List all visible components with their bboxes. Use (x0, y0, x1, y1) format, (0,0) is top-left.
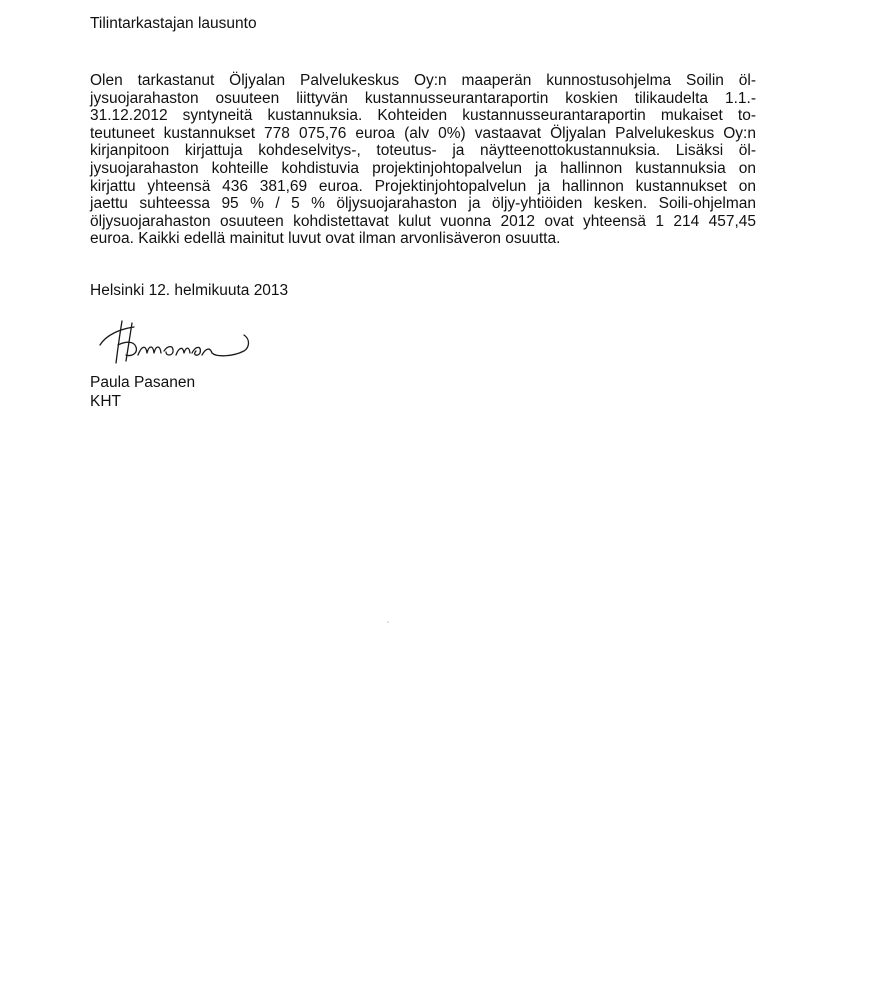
paragraph-line: 31.12.2012 syntyneitä kustannuksia. Kohteiden kustannusseurantaraportin mukaiset to- (90, 107, 756, 125)
paragraph-line: Olen tarkastanut Öljyalan Palvelukeskus Oy:n maaperän kunnostusohjelma Soilin öl- (90, 72, 756, 89)
paragraph-line: öljysuojarahaston osuuteen kohdistettavat kulut vuonna 2012 ovat yhteensä 1 214 457,45 (90, 212, 756, 230)
handwritten-signature (92, 315, 262, 375)
paragraph-line: euroa. Kaikki edellä mainitut luvut ovat ilman arvonlisäveron osuutta. (90, 230, 561, 248)
statement-paragraph (90, 72, 756, 248)
paragraph-line: kirjattu yhteensä 436 381,69 euroa. Projektinjohtopalvelun ja hallinnon kustannukset on (90, 177, 756, 195)
signer-name: Paula Pasanen (90, 374, 196, 391)
paragraph-line: jaettu suhteessa 95 % / 5 % öljysuojarahaston ja öljy-yhtiöiden kesken. Soili-ohjelman (90, 195, 756, 213)
paragraph-line: kirjanpitoon kirjattuja kohdeselvitys-, toteutus- ja näytteenottokustannuksia. Lisäksi öl- (90, 142, 756, 160)
paragraph-line: jysuojarahaston osuuteen liittyvän kustannusseurantaraportin koskien tilikaudelta 1.1.- (90, 89, 756, 107)
place-and-date: Helsinki 12. helmikuuta 2013 (90, 282, 289, 299)
paragraph-line: jysuojarahaston kohteille kohdistuvia projektinjohtopalvelun ja hallinnon kustannuksia on (90, 159, 756, 177)
scan-speck (387, 621, 389, 623)
document-heading: Tilintarkastajan lausunto (90, 15, 257, 32)
signer-title: KHT (90, 393, 121, 410)
paragraph-line: teutuneet kustannukset 778 075,76 euroa (alv 0%) vastaavat Öljyalan Palvelukeskus Oy:n (90, 124, 756, 142)
